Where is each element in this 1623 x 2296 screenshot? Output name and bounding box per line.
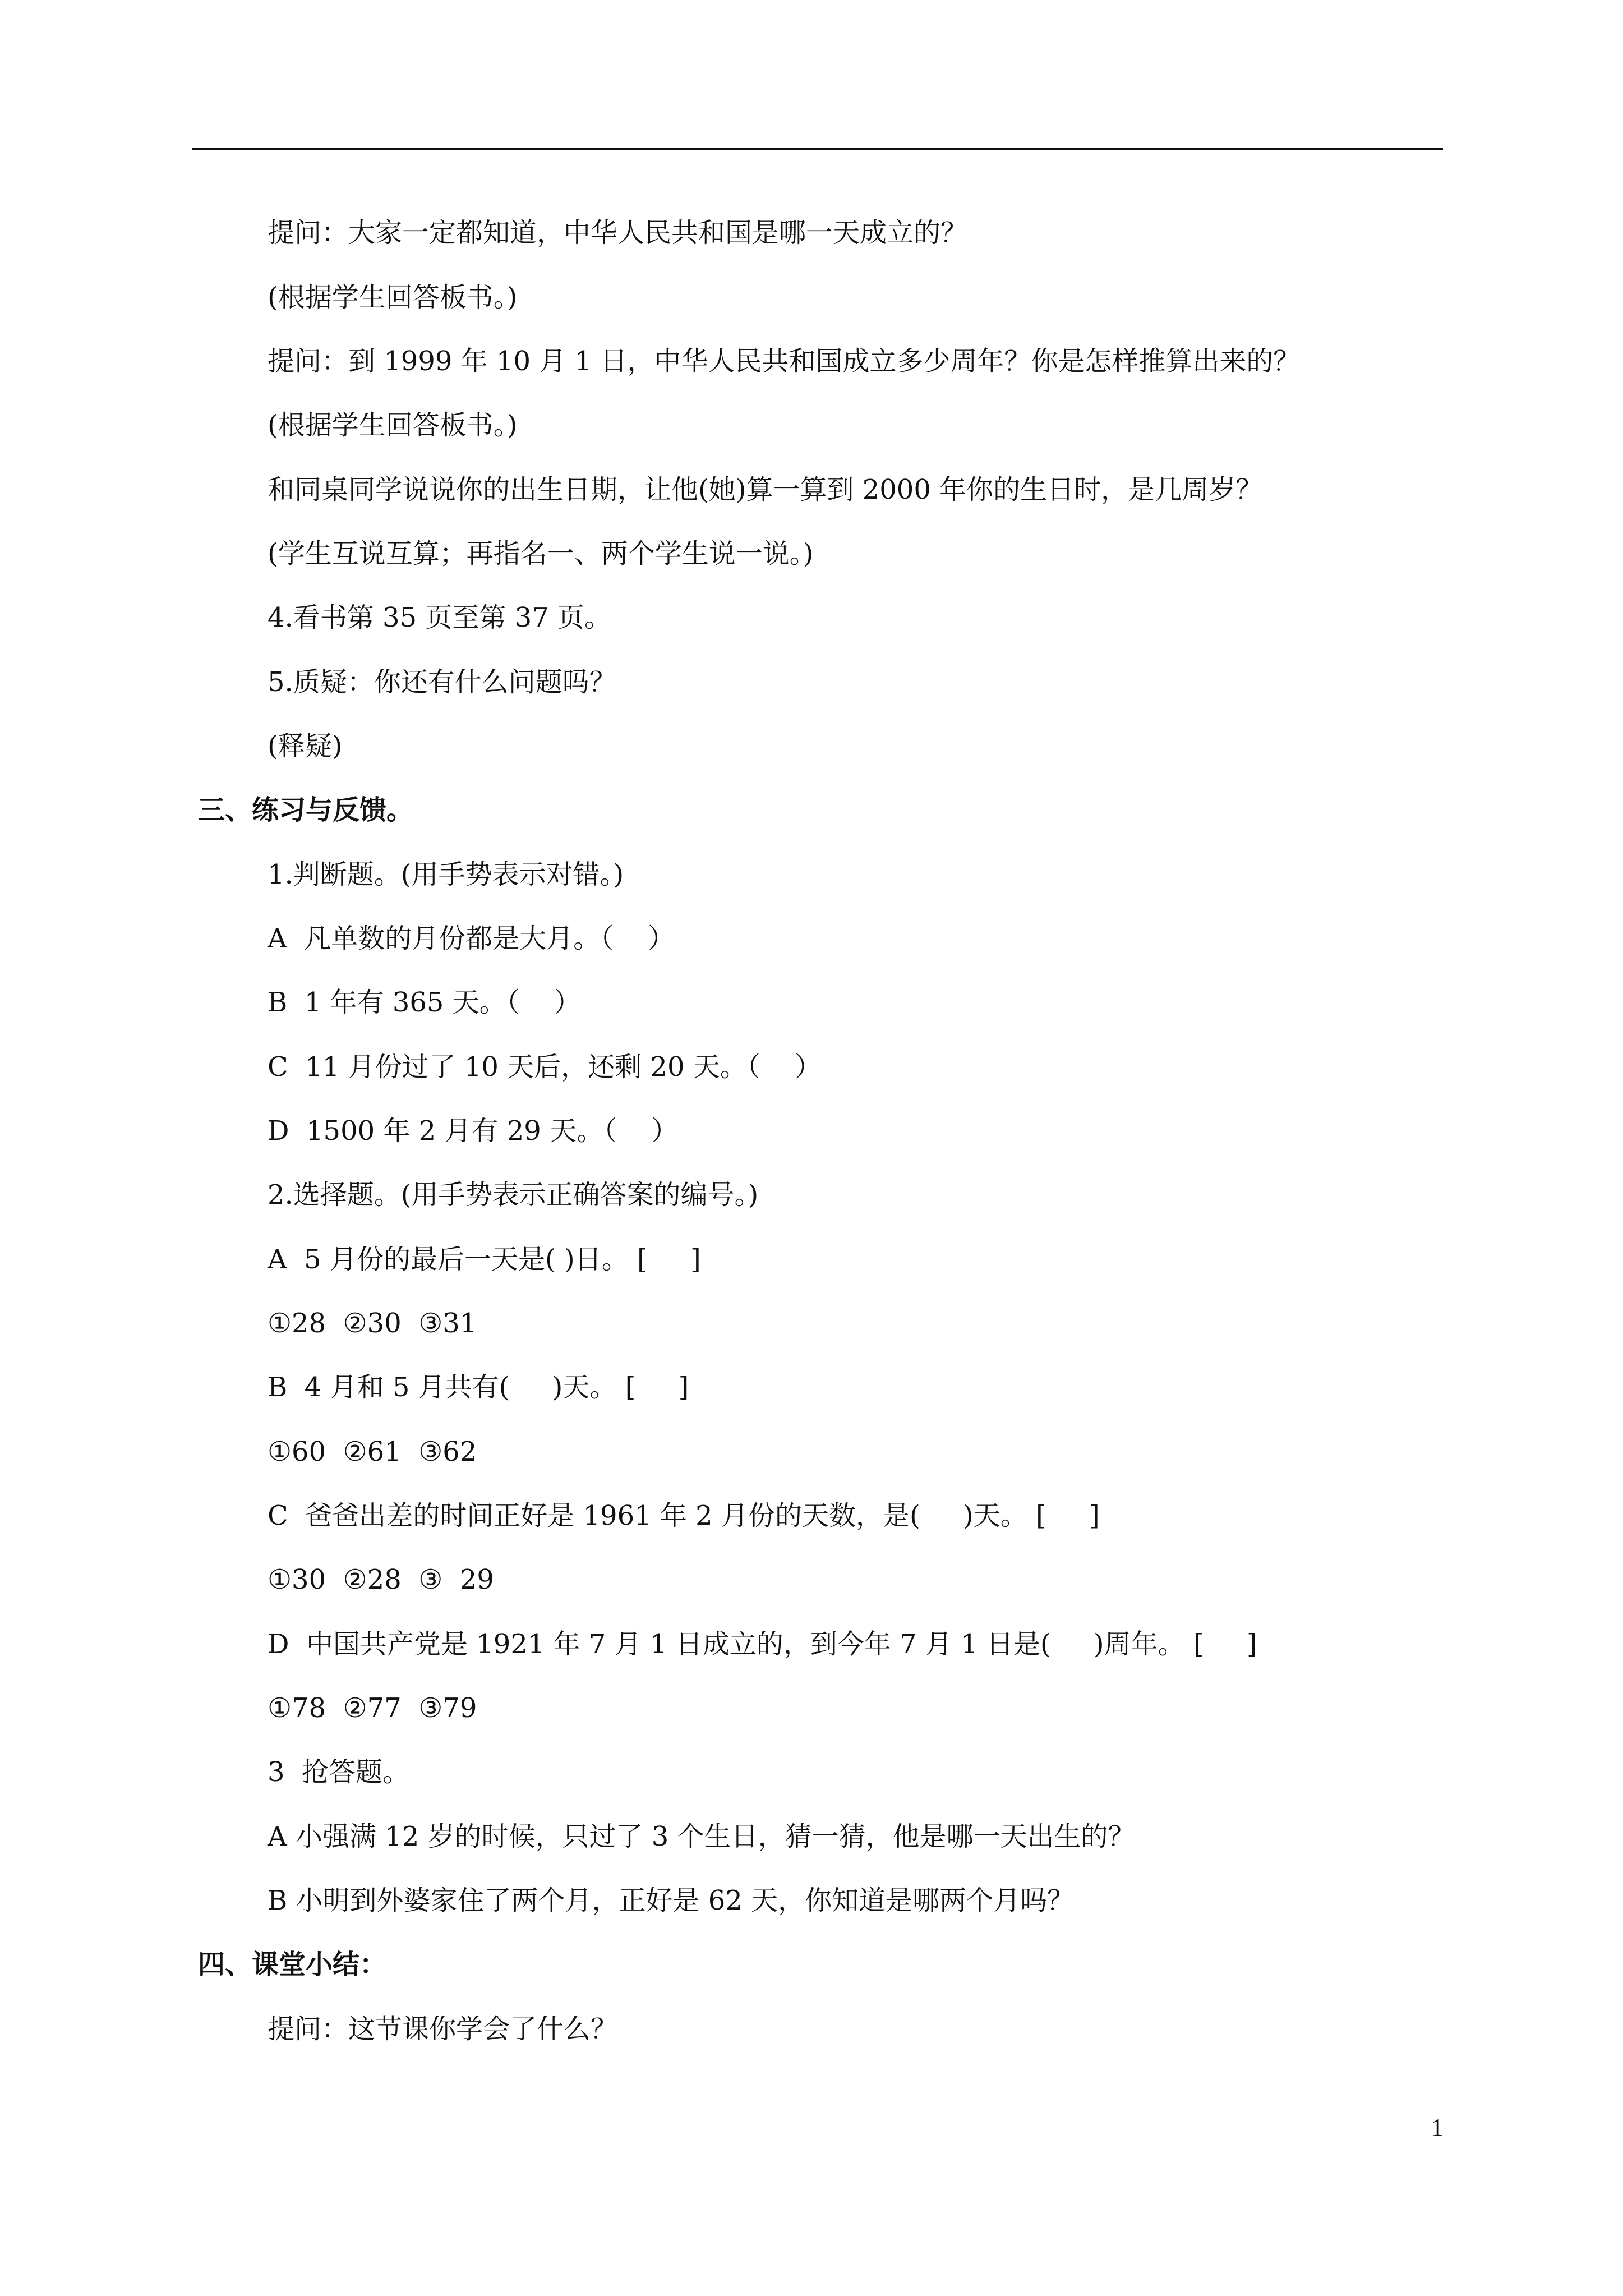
section-heading-summary: 四、课堂小结： — [198, 1949, 387, 1980]
page-number: 1 — [1431, 2114, 1444, 2141]
header-rule — [192, 148, 1443, 150]
questions-step: 5.质疑：你还有什么问题吗？ — [268, 666, 616, 698]
section-heading-practice: 三、练习与反馈。 — [198, 794, 414, 826]
choice-question-b: B 4 月和 5 月共有( )天。 [ ] — [268, 1372, 689, 1403]
read-textbook-step: 4.看书第 35 页至第 37 页。 — [268, 602, 611, 633]
quick-answer-question-b: B 小明到外婆家住了两个月，正好是 62 天，你知道是哪两个月吗？ — [268, 1885, 1075, 1916]
choice-options-d: ①78 ②77 ③79 — [268, 1692, 477, 1724]
true-false-title: 1.判断题。(用手势表示对错。) — [268, 859, 624, 890]
board-note-1: (根据学生回答板书。) — [268, 282, 518, 313]
quick-answer-question-a: A 小强满 12 岁的时候，只过了 3 个生日，猜一猜，他是哪一天出生的？ — [268, 1821, 1135, 1852]
partner-birthday-task: 和同桌同学说说你的出生日期，让他(她)算一算到 2000 年你的生日时，是几周岁？ — [268, 474, 1263, 505]
board-note-2: (根据学生回答板书。) — [268, 409, 518, 441]
quick-answer-title: 3 抢答题。 — [268, 1756, 410, 1788]
choice-options-a: ①28 ②30 ③31 — [268, 1308, 477, 1339]
choice-question-d: D 中国共产党是 1921 年 7 月 1 日成立的，到今年 7 月 1 日是( )周年。 [ ] — [268, 1628, 1257, 1660]
choice-options-b: ①60 ②61 ③62 — [268, 1436, 477, 1467]
true-false-item-c: C 11 月份过了 10 天后，还剩 20 天。（ ） — [268, 1051, 822, 1083]
true-false-item-b: B 1 年有 365 天。（ ） — [268, 987, 581, 1018]
question-founding-day: 提问：大家一定都知道，中华人民共和国是哪一天成立的？ — [268, 217, 968, 249]
multiple-choice-title: 2.选择题。(用手势表示正确答案的编号。) — [268, 1179, 759, 1211]
clarify-note: (释疑) — [268, 730, 343, 762]
choice-question-c: C 爸爸出差的时间正好是 1961 年 2 月份的天数，是( )天。 [ ] — [268, 1500, 1100, 1531]
student-activity-note: (学生互说互算；再指名一、两个学生说一说。) — [268, 538, 814, 569]
summary-question: 提问：这节课你学会了什么？ — [268, 2013, 618, 2045]
choice-options-c: ①30 ②28 ③ 29 — [268, 1564, 494, 1595]
choice-question-a: A 5 月份的最后一天是( )日。 [ ] — [268, 1244, 701, 1275]
true-false-item-a: A 凡单数的月份都是大月。（ ） — [268, 923, 675, 954]
true-false-item-d: D 1500 年 2 月有 29 天。（ ） — [268, 1115, 679, 1147]
question-anniversary: 提问：到 1999 年 10 月 1 日，中华人民共和国成立多少周年？你是怎样推算出来的？ — [268, 346, 1301, 377]
